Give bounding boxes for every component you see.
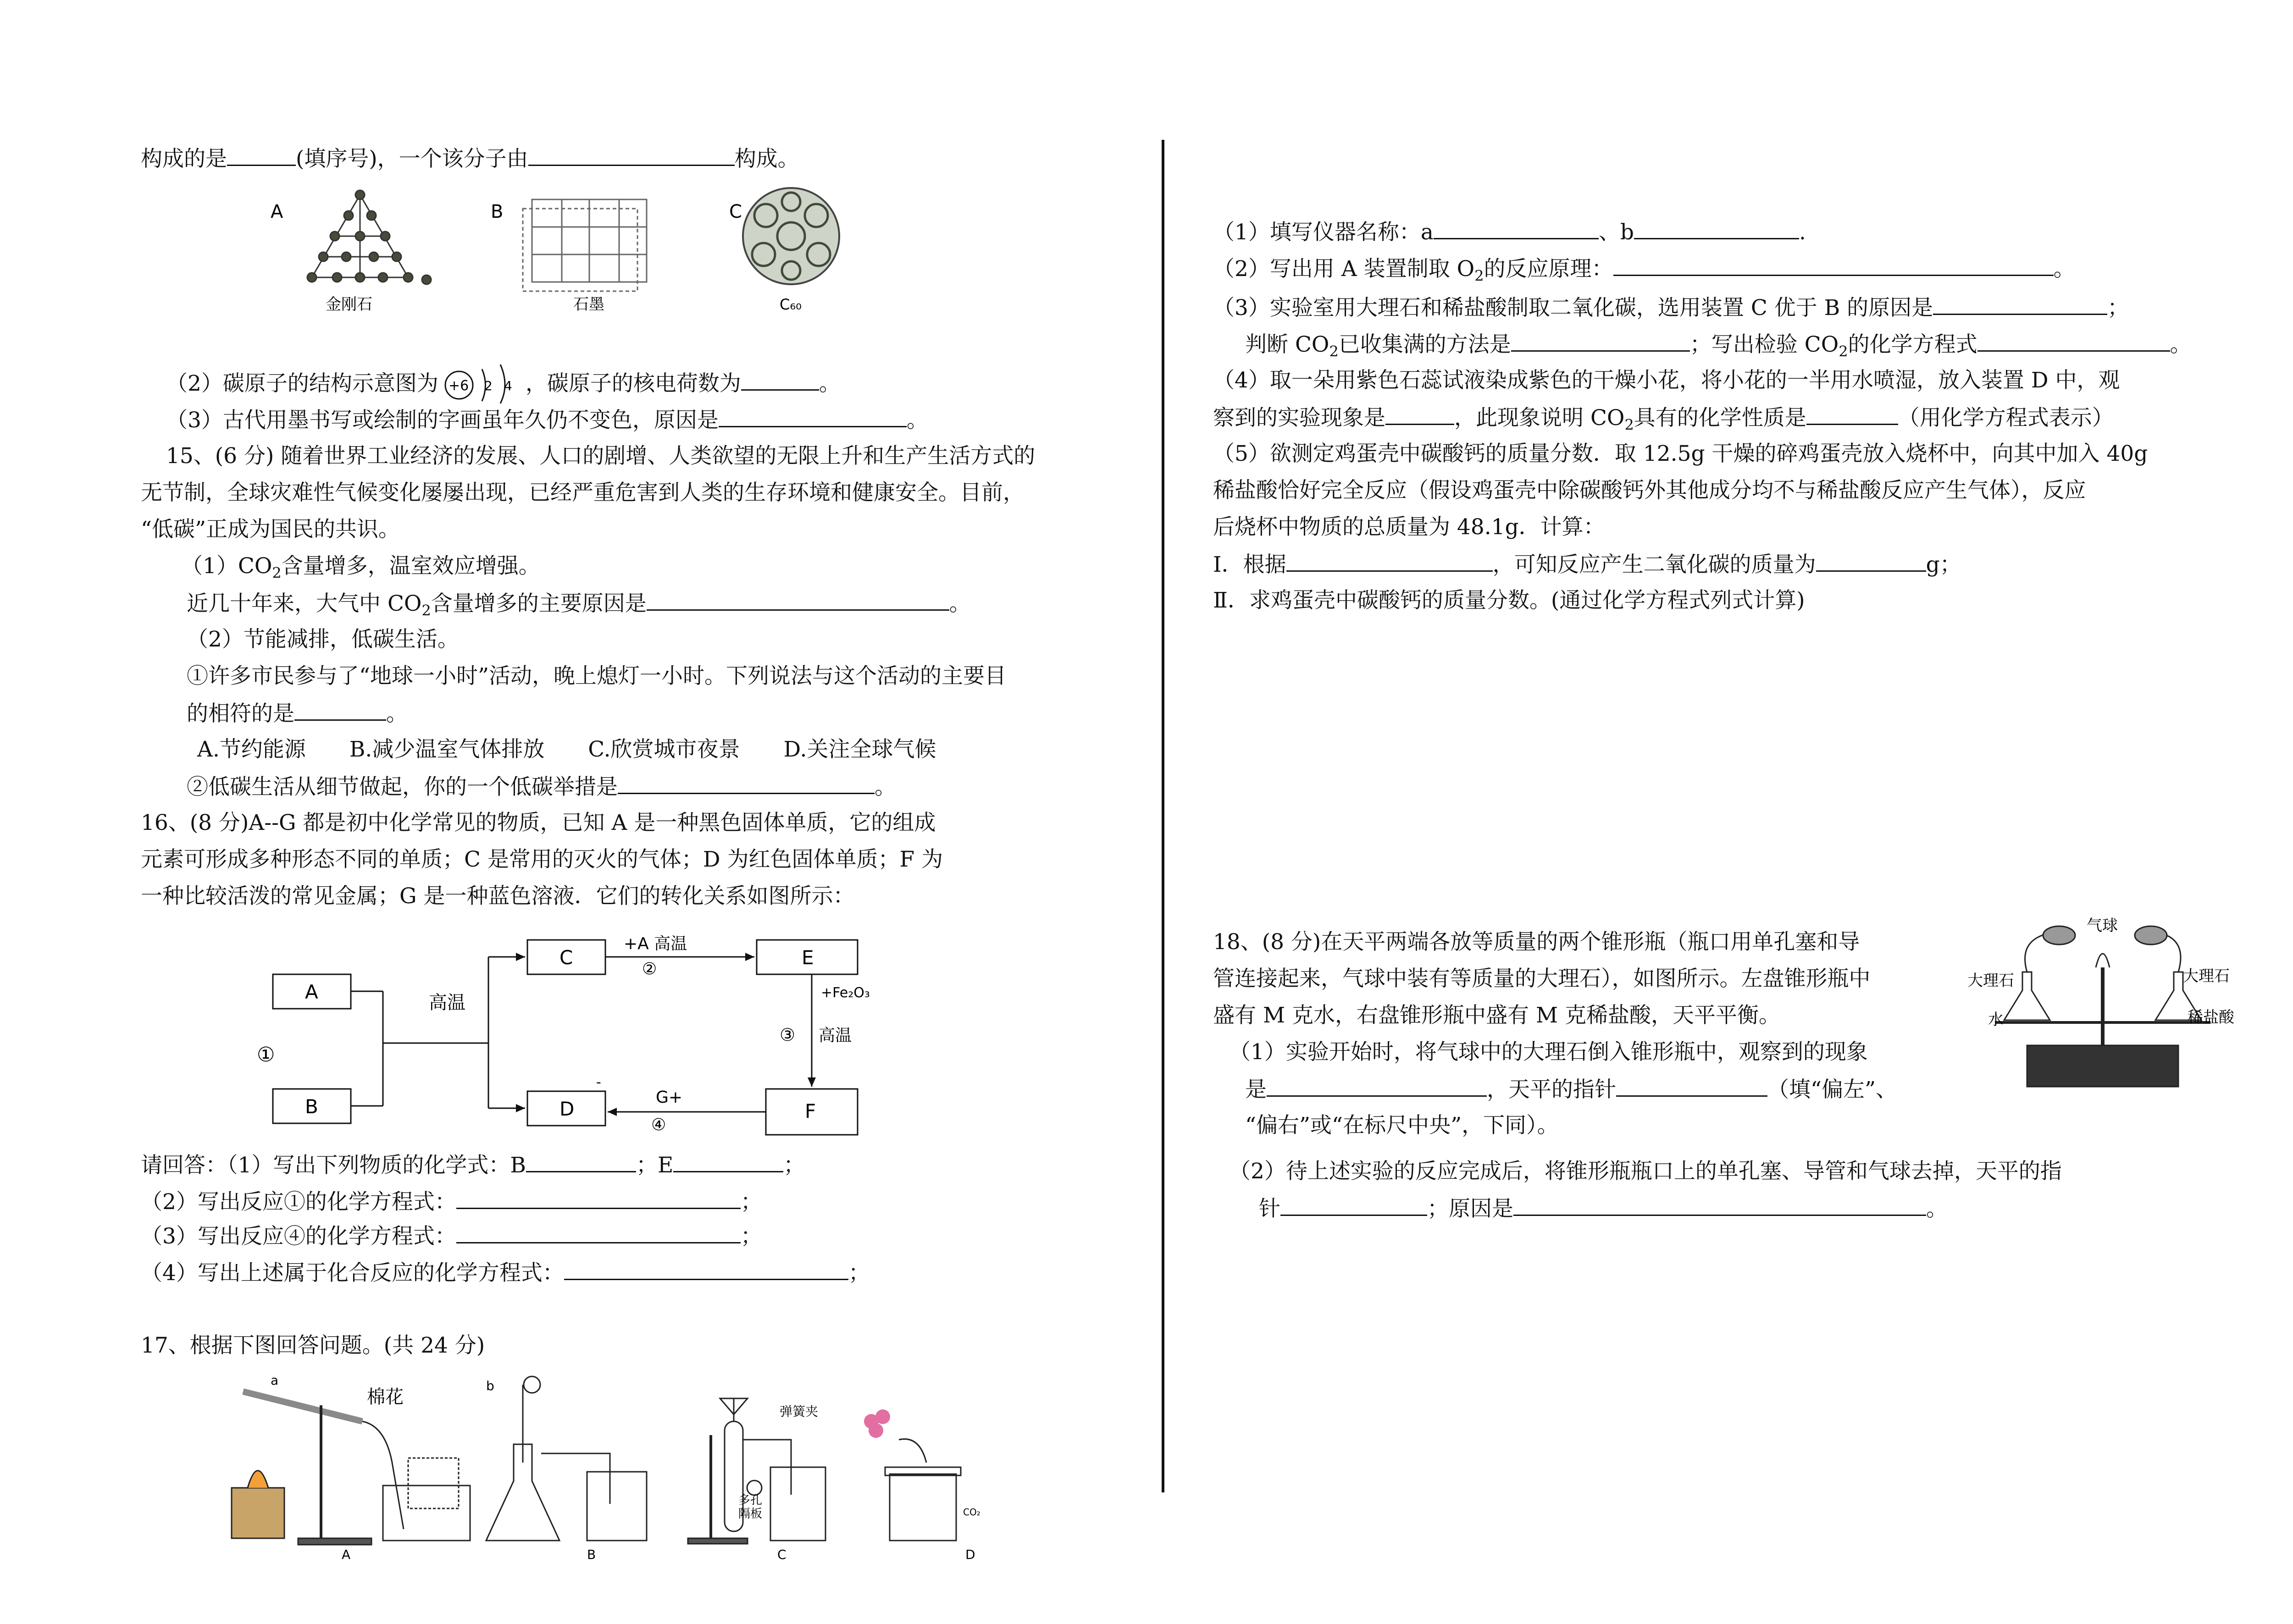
q15-options — [197, 736, 936, 763]
svg-text:-: - — [596, 1074, 601, 1090]
q17-5b: 稀盐酸恰好完全反应（假设鸡蛋壳中除碳酸钙外其他成分均不与稀盐酸反应产生气体），反应 — [1213, 478, 2086, 503]
answer-blank[interactable] — [526, 1151, 636, 1172]
answer-blank[interactable] — [456, 1188, 741, 1209]
q18-line8: 针 ；原因是 。 — [1259, 1194, 1948, 1223]
q16-answer2: （2）写出反应①的化学方程式： ； — [141, 1188, 762, 1216]
q14-3: （3）古代用墨书写或绘制的字画虽年久仍不变色，原因是 。 — [166, 406, 928, 434]
q18-line7: （2）待上述实验的反应完成后，将锥形瓶瓶口上的单孔塞、导管和气球去掉，天平的指 — [1229, 1159, 2062, 1184]
q18-line5: 是 ，天平的指针 （填“偏左”、 — [1245, 1075, 1897, 1104]
answer-blank[interactable] — [294, 699, 386, 721]
answer-blank[interactable] — [1933, 293, 2107, 315]
q16-line1: 16、(8 分)A--G 都是初中化学常见的物质，已知 A 是一种黑色固体单质，它的组成 — [141, 810, 936, 835]
answer-blank[interactable] — [1511, 330, 1690, 352]
q15-line3: “低碳”正成为国民的共识。 — [141, 517, 400, 542]
svg-text:棉花: 棉花 — [367, 1386, 404, 1408]
option-b[interactable]: B.减少温室气体排放 — [349, 737, 545, 762]
q17-5c: 后烧杯中物质的总质量为 48.1g．计算： — [1213, 514, 1605, 540]
q18-line4: （1）实验开始时，将气球中的大理石倒入锥形瓶中，观察到的现象 — [1229, 1039, 1868, 1065]
svg-text:②: ② — [642, 960, 657, 978]
svg-text:G+: G+ — [656, 1088, 683, 1107]
svg-text:高温: 高温 — [429, 992, 465, 1013]
svg-text:高温: 高温 — [819, 1026, 852, 1045]
q15-line6: （2）节能减排，低碳生活。 — [187, 627, 459, 652]
answer-blank[interactable] — [719, 406, 907, 427]
answer-blank[interactable] — [456, 1222, 741, 1243]
answer-blank[interactable] — [1385, 403, 1454, 425]
svg-text:大理石: 大理石 — [2183, 967, 2230, 985]
svg-text:F: F — [805, 1100, 816, 1122]
answer-blank[interactable] — [1286, 550, 1493, 572]
flower-icon — [864, 1409, 890, 1438]
q14-2: （2）碳原子的结构示意图为 +6 2 4 ，碳原子的核电荷数为 。 — [166, 369, 841, 398]
svg-text:+Fe₂O₃: +Fe₂O₃ — [821, 985, 870, 1001]
q17-3b: 判断 $CO_2$已收集满的方法是 ；写出检验 $CO_2$的化学方程式 。 — [1245, 330, 2192, 359]
svg-text:D: D — [965, 1547, 975, 1562]
c60-structure — [743, 188, 839, 284]
reaction-flow-diagram — [257, 931, 922, 1146]
answer-blank[interactable] — [1434, 218, 1599, 239]
svg-text:+6: +6 — [448, 378, 469, 394]
q17-4: （4）取一朵用紫色石蕊试液染成紫色的干燥小花，将小花的一半用水喷湿，放入装置 D 中，观 — [1213, 368, 2120, 393]
q18-line1: 18、(8 分)在天平两端各放等质量的两个锥形瓶（瓶口用单孔塞和导 — [1213, 929, 1860, 955]
q17-5d: Ⅰ．根据 ，可知反应产生二氧化碳的质量为 g； — [1213, 550, 1961, 579]
svg-text:弹簧夹: 弹簧夹 — [780, 1404, 819, 1419]
answer-blank[interactable] — [741, 369, 819, 391]
svg-text:稀盐酸: 稀盐酸 — [2188, 1008, 2234, 1027]
svg-text:b: b — [486, 1378, 494, 1393]
answer-blank[interactable] — [1816, 550, 1926, 572]
svg-text:③: ③ — [780, 1025, 796, 1045]
balance-figure — [1967, 912, 2243, 1096]
q17-4b: 察到的实验现象是 ，此现象说明 $CO_2$具有的化学性质是 （用化学方程式表示） — [1213, 403, 2114, 432]
svg-text:2: 2 — [484, 378, 493, 393]
q16-answer1: 请回答：（1）写出下列物质的化学式：B ；E ； — [141, 1151, 805, 1179]
c60-label: C₆₀ — [780, 296, 802, 313]
answer-blank[interactable] — [1616, 1075, 1767, 1097]
q17-5: （5）欲测定鸡蛋壳中碳酸钙的质量分数．取 12.5g 干燥的碎鸡蛋壳放入烧杯中，向其中加入 40g — [1213, 441, 2148, 466]
answer-blank[interactable] — [1634, 218, 1799, 239]
svg-text:A: A — [342, 1547, 351, 1562]
answer-blank[interactable] — [1513, 1194, 1926, 1216]
answer-blank[interactable] — [647, 589, 949, 611]
carbon-allotropes-figure — [257, 186, 876, 319]
q15-line5: 近几十年来，大气中 $CO_2$含量增多的主要原因是 。 — [187, 589, 971, 618]
carbon-atom-diagram — [438, 374, 526, 397]
q17-1: （1）填写仪器名称：a 、b . — [1213, 218, 1806, 246]
svg-text:+A 高温: +A 高温 — [624, 934, 687, 953]
q15-line9: ②低碳生活从细节做起，你的一个低碳举措是 。 — [187, 773, 896, 801]
svg-text:4: 4 — [504, 378, 512, 393]
option-d[interactable]: D.关注全球气候 — [783, 737, 936, 762]
svg-text:a: a — [271, 1373, 279, 1388]
svg-text:B: B — [305, 1095, 318, 1118]
answer-blank[interactable] — [618, 773, 875, 794]
answer-blank[interactable] — [1267, 1075, 1487, 1097]
answer-blank[interactable] — [528, 144, 735, 166]
diamond-label: 金刚石 — [326, 295, 372, 314]
answer-blank[interactable] — [673, 1151, 783, 1172]
answer-blank[interactable] — [564, 1259, 848, 1280]
q17-2: （2）写出用 A 装置制取 $O_2$的反应原理： 。 — [1213, 254, 2075, 283]
label-c: C — [729, 201, 742, 222]
svg-text:④: ④ — [651, 1116, 666, 1134]
q16-answer3: （3）写出反应④的化学方程式： ； — [141, 1222, 762, 1250]
option-a[interactable]: A.节约能源 — [197, 737, 306, 762]
q17-title: 17、根据下图回答问题。(共 24 分) — [141, 1333, 485, 1358]
q14-line1: 构成的是 (填序号)，一个该分子由 构成。 — [141, 144, 799, 173]
q16-answer4: （4）写出上述属于化合反应的化学方程式： ； — [141, 1259, 870, 1287]
answer-blank[interactable] — [1806, 403, 1898, 425]
svg-text:C: C — [777, 1547, 786, 1562]
graphite-label: 石墨 — [573, 295, 604, 314]
q15-line8: 的相符的是 。 — [187, 699, 408, 728]
q15-line2: 无节制，全球灾难性气候变化屡屡出现，已经严重危害到人类的生存环境和健康安全。目前， — [141, 480, 1025, 505]
graphite-structure — [523, 199, 647, 291]
svg-text:E: E — [802, 946, 814, 969]
label-a: A — [271, 201, 283, 222]
svg-text:多孔: 多孔 — [738, 1493, 763, 1507]
svg-text:隔板: 隔板 — [738, 1507, 763, 1521]
q18-line3: 盛有 M 克水，右盘锥形瓶中盛有 M 克稀盐酸，天平平衡。 — [1213, 1003, 1781, 1028]
q15-line7: ①许多市民参与了“地球一小时”活动，晚上熄灯一小时。下列说法与这个活动的主要目 — [187, 663, 1007, 689]
q18-line6: “偏右”或“在标尺中央”，下同）。 — [1245, 1113, 1559, 1138]
svg-text:①: ① — [257, 1043, 275, 1066]
q17-5e: Ⅱ．求鸡蛋壳中碳酸钙的质量分数。(通过化学方程式列式计算) — [1213, 588, 1805, 613]
q15-line1: 15、(6 分) 随着世界工业经济的发展、人口的剧增、人类欲望的无限上升和生产生活方式的 — [166, 443, 1036, 469]
svg-text:气球: 气球 — [2087, 917, 2118, 935]
svg-text:C: C — [559, 946, 573, 969]
apparatus-figure — [211, 1371, 1018, 1563]
q18-line2: 管连接起来，气球中装有等质量的大理石），如图所示。左盘锥形瓶中 — [1213, 966, 1871, 991]
q16-line3: 一种比较活泼的常见金属；G 是一种蓝色溶液．它们的转化关系如图所示： — [141, 884, 855, 909]
label-b: B — [491, 201, 504, 222]
svg-text:A: A — [305, 981, 318, 1003]
svg-text:D: D — [559, 1098, 575, 1120]
column-divider — [1162, 140, 1164, 1492]
q15-line4: $(1)CO_2$含量增多，温室效应增强。 — [181, 553, 540, 582]
answer-blank[interactable] — [1977, 330, 2170, 352]
answer-blank[interactable] — [1280, 1194, 1427, 1216]
svg-text:B: B — [587, 1547, 596, 1562]
svg-text:大理石: 大理石 — [1967, 972, 2014, 990]
diamond-structure — [307, 190, 431, 284]
q17-3: （3）实验室用大理石和稀盐酸制取二氧化碳，选用装置 C 优于 B 的原因是 ； — [1213, 293, 2129, 322]
svg-text:水: 水 — [1988, 1011, 2004, 1029]
answer-blank[interactable] — [1613, 254, 2054, 276]
svg-text:CO₂: CO₂ — [963, 1507, 980, 1518]
answer-blank[interactable] — [227, 144, 296, 166]
option-c[interactable]: C.欣赏城市夜景 — [588, 737, 740, 762]
q16-line2: 元素可形成多种形态不同的单质；C 是常用的灭火的气体；D 为红色固体单质；F 为 — [141, 847, 943, 872]
